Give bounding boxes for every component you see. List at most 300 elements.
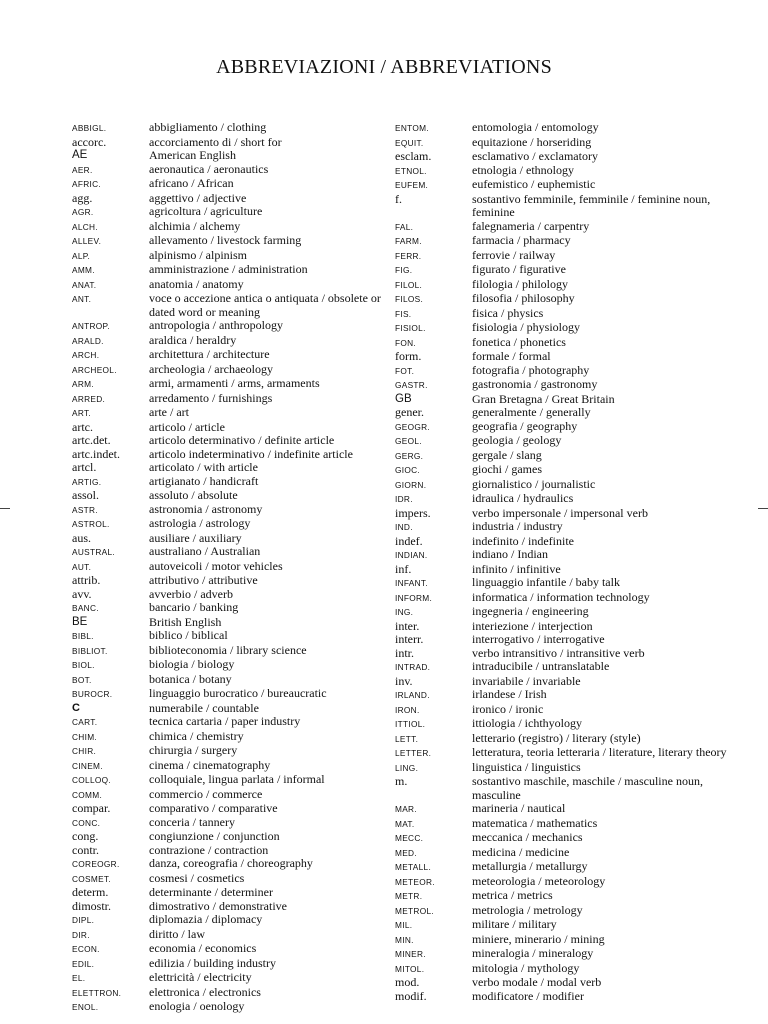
abbreviation-definition: linguistica / linguistics xyxy=(472,759,581,774)
abbreviation-definition: miniere, minerario / mining xyxy=(472,931,605,946)
abbreviation-definition: irlandese / Irish xyxy=(472,687,547,701)
abbreviation-definition: astrologia / astrology xyxy=(149,516,251,530)
abbreviation-definition: esclamativo / exclamatory xyxy=(472,149,598,163)
abbreviation-entry xyxy=(72,574,382,588)
abbreviation-definition: articolo / article xyxy=(149,419,225,434)
abbreviation-entry xyxy=(395,548,730,563)
abbreviation-definition: chimica / chemistry xyxy=(149,728,244,743)
abbreviation-definition: accorciamento di / short for xyxy=(149,134,282,149)
abbreviation-definition: africano / African xyxy=(149,176,234,190)
abbreviation-definition: filologia / philology xyxy=(472,276,568,291)
abbreviation-term: ANAT. xyxy=(72,279,97,290)
abbreviation-entry xyxy=(72,489,382,503)
abbreviation-term: compar. xyxy=(72,801,111,815)
abbreviation-entry xyxy=(72,986,382,1001)
abbreviation-term: indef. xyxy=(395,533,423,548)
abbreviation-definition: aeronautica / aeronautics xyxy=(149,161,269,176)
abbreviation-entry xyxy=(72,136,382,150)
abbreviation-term: f. xyxy=(395,191,402,206)
abbreviation-entry xyxy=(72,872,382,887)
abbreviation-term: ABBIGL. xyxy=(72,123,107,133)
abbreviation-term: form. xyxy=(395,349,422,363)
abbreviation-entry xyxy=(72,503,382,518)
abbreviation-entry xyxy=(395,576,730,591)
abbreviation-entry xyxy=(395,478,730,493)
abbreviation-term: ALLEV. xyxy=(72,236,102,246)
abbreviation-term: ARCH. xyxy=(72,350,100,360)
abbreviation-term: MAR. xyxy=(395,804,417,814)
abbreviation-entry xyxy=(72,517,382,532)
abbreviation-definition: enologia / oenology xyxy=(149,999,245,1013)
abbreviation-definition: mineralogia / mineralogy xyxy=(472,946,594,960)
abbreviation-entry xyxy=(72,234,382,249)
abbreviation-entry xyxy=(395,507,730,521)
abbreviation-term: ARALD. xyxy=(72,335,104,346)
abbreviation-definition: archeologia / archaeology xyxy=(149,361,273,376)
abbreviation-definition: sostantivo femminile, femminile / feminine noun, feminine xyxy=(472,191,711,219)
abbreviation-term: AMM. xyxy=(72,265,95,275)
abbreviation-term: AGR. xyxy=(72,207,94,217)
abbreviation-entry xyxy=(72,192,382,206)
abbreviation-entry xyxy=(395,976,730,990)
abbreviation-definition: fisiologia / physiology xyxy=(472,320,580,334)
abbreviation-term: ARCHEOL. xyxy=(72,364,117,375)
abbreviation-entry xyxy=(72,545,382,560)
abbreviation-term: attrib. xyxy=(72,573,101,587)
abbreviation-entry xyxy=(395,962,730,977)
abbreviation-entry xyxy=(395,164,730,179)
abbreviation-entry xyxy=(72,560,382,575)
abbreviation-term: interr. xyxy=(395,632,424,646)
abbreviation-definition: verbo intransitivo / intransitive verb xyxy=(472,645,645,660)
abbreviation-definition: voce o accezione antica o antiquata / obsolete or dated word or meaning xyxy=(149,291,381,319)
abbreviation-term: ARRED. xyxy=(72,393,106,404)
abbreviation-definition: contrazione / contraction xyxy=(149,842,269,857)
abbreviation-entry xyxy=(395,746,730,761)
abbreviation-definition: formale / formal xyxy=(472,349,551,363)
abbreviation-term: BOT. xyxy=(72,674,92,685)
abbreviation-entry xyxy=(395,947,730,962)
abbreviation-entry xyxy=(72,263,382,278)
abbreviation-entry xyxy=(72,249,382,264)
abbreviation-entry xyxy=(72,377,382,392)
abbreviation-term: BE xyxy=(72,615,88,628)
abbreviation-definition: comparativo / comparative xyxy=(149,801,278,815)
abbreviation-definition: informatica / information technology xyxy=(472,589,650,604)
abbreviation-entry xyxy=(72,220,382,235)
abbreviation-term: AFRIC. xyxy=(72,179,101,189)
abbreviation-entry xyxy=(395,875,730,890)
abbreviation-definition: abbigliamento / clothing xyxy=(149,120,267,134)
abbreviation-entry xyxy=(395,717,730,732)
abbreviation-entry xyxy=(395,150,730,164)
abbreviation-definition: eufemistico / euphemistic xyxy=(472,177,596,191)
abbreviation-entry xyxy=(72,942,382,957)
abbreviation-entry xyxy=(395,434,730,449)
abbreviation-entry xyxy=(72,816,382,831)
abbreviation-term: MECC. xyxy=(395,833,424,843)
abbreviation-term: INFANT. xyxy=(395,578,428,588)
abbreviation-term: inter. xyxy=(395,618,420,633)
abbreviation-definition: metrica / metrics xyxy=(472,888,553,902)
abbreviation-definition: indiano / Indian xyxy=(472,547,548,561)
abbreviation-definition: articolato / with article xyxy=(149,460,258,474)
abbreviation-definition: articolo indeterminativo / indefinite article xyxy=(149,446,353,461)
abbreviation-term: BUROCR. xyxy=(72,689,113,699)
abbreviation-definition: falegnameria / carpentry xyxy=(472,218,590,233)
abbreviation-term: impers. xyxy=(395,505,431,520)
abbreviation-definition: meteorologia / meteorology xyxy=(472,873,606,888)
abbreviation-term: IND. xyxy=(395,522,413,532)
abbreviation-entry xyxy=(395,831,730,846)
abbreviation-entry xyxy=(395,278,730,293)
abbreviation-entry xyxy=(72,788,382,803)
abbreviation-term: CHIM. xyxy=(72,731,98,742)
abbreviation-term: FARM. xyxy=(395,236,422,246)
abbreviation-definition: entomologia / entomology xyxy=(472,120,599,134)
abbreviation-definition: danza, coreografia / choreography xyxy=(149,856,313,870)
abbreviation-definition: tecnica cartaria / paper industry xyxy=(149,714,301,728)
abbreviation-entry xyxy=(72,278,382,293)
abbreviation-definition: letterario (registro) / literary (style) xyxy=(472,730,641,745)
abbreviation-entry xyxy=(395,620,730,634)
abbreviation-term: AUT. xyxy=(72,561,92,572)
abbreviation-definition: meccanica / mechanics xyxy=(472,830,583,844)
abbreviation-entry xyxy=(72,957,382,972)
abbreviation-entry xyxy=(72,730,382,745)
abbreviation-entry xyxy=(395,220,730,235)
abbreviation-term: COREOGR. xyxy=(72,859,120,869)
abbreviation-term: GEOL. xyxy=(395,436,422,446)
abbreviation-entry xyxy=(395,889,730,904)
abbreviation-term: ENTOM. xyxy=(395,123,429,133)
abbreviation-definition: ittiologia / ichthyology xyxy=(472,716,582,730)
abbreviation-definition: British English xyxy=(149,614,222,629)
abbreviation-term: intr. xyxy=(395,645,415,660)
abbreviation-term: FILOL. xyxy=(395,279,423,290)
abbreviation-entry xyxy=(395,904,730,919)
abbreviation-definition: assoluto / absolute xyxy=(149,488,238,502)
abbreviation-entry xyxy=(395,591,730,606)
abbreviation-term: AER. xyxy=(72,164,93,175)
abbreviation-definition: amministrazione / administration xyxy=(149,262,308,276)
abbreviation-term: FAL. xyxy=(395,221,414,232)
abbreviation-entry xyxy=(72,319,382,334)
abbreviation-entry xyxy=(395,364,730,379)
abbreviation-definition: ausiliare / auxiliary xyxy=(149,530,242,545)
abbreviation-definition: linguaggio burocratico / bureaucratic xyxy=(149,686,327,700)
abbreviation-entry xyxy=(72,886,382,900)
abbreviation-term: ANT. xyxy=(72,294,92,304)
abbreviation-entry xyxy=(72,844,382,858)
abbreviation-entry xyxy=(395,249,730,264)
abbreviation-entry xyxy=(72,673,382,688)
abbreviation-term: IRLAND. xyxy=(395,690,430,700)
abbreviation-term: BIBL. xyxy=(72,631,94,641)
abbreviation-term: artcl. xyxy=(72,460,97,474)
abbreviation-definition: militare / military xyxy=(472,917,557,931)
abbreviation-definition: autoveicoli / motor vehicles xyxy=(149,558,283,573)
abbreviation-definition: etnologia / ethnology xyxy=(472,162,574,177)
abbreviation-term: METROL. xyxy=(395,905,434,916)
abbreviation-entry xyxy=(395,563,730,577)
abbreviation-entry xyxy=(395,633,730,647)
abbreviation-entry xyxy=(395,647,730,661)
abbreviation-definition: mitologia / mythology xyxy=(472,960,580,975)
abbreviation-entry xyxy=(72,687,382,702)
abbreviation-term: artc.indet. xyxy=(72,446,120,461)
abbreviation-term: INTRAD. xyxy=(395,662,431,672)
abbreviation-term: IRON. xyxy=(395,704,420,715)
abbreviation-term: GB xyxy=(395,392,412,405)
abbreviation-term: FON. xyxy=(395,337,417,348)
abbreviation-term: EQUIT. xyxy=(395,137,424,148)
abbreviation-term: GEOGR. xyxy=(395,421,430,432)
abbreviation-entry xyxy=(72,421,382,435)
abbreviation-term: MAT. xyxy=(395,818,415,829)
abbreviation-definition: chirurgia / surgery xyxy=(149,743,238,757)
abbreviation-definition: fonetica / phonetics xyxy=(472,334,566,349)
abbreviation-definition: ironico / ironic xyxy=(472,701,544,716)
abbreviation-term: ITTIOL. xyxy=(395,719,426,729)
abbreviation-entry xyxy=(72,363,382,378)
abbreviation-term: ECON. xyxy=(72,944,100,954)
abbreviation-definition: biblioteconomia / library science xyxy=(149,642,307,657)
abbreviation-entry xyxy=(395,846,730,861)
abbreviation-term: ASTROL. xyxy=(72,519,110,529)
abbreviation-term: inf. xyxy=(395,561,412,576)
crop-mark-left xyxy=(0,508,10,509)
abbreviation-definition: industria / industry xyxy=(472,519,563,533)
abbreviation-term: cong. xyxy=(72,829,99,843)
abbreviation-entry xyxy=(395,263,730,278)
abbreviation-term: FISIOL. xyxy=(395,323,426,333)
abbreviation-term: ALP. xyxy=(72,250,91,261)
abbreviation-term: EL. xyxy=(72,973,86,983)
abbreviation-entry xyxy=(72,205,382,220)
abbreviation-term: ASTR. xyxy=(72,504,98,515)
abbreviation-term: METR. xyxy=(395,891,423,901)
abbreviation-definition: elettronica / electronics xyxy=(149,984,261,999)
abbreviation-entry xyxy=(72,348,382,363)
abbreviation-definition: australiano / Australian xyxy=(149,544,261,558)
abbreviation-entry xyxy=(72,448,382,462)
abbreviation-definition: cinema / cinematography xyxy=(149,757,271,772)
abbreviation-term: dimostr. xyxy=(72,898,112,913)
abbreviation-definition: astronomia / astronomy xyxy=(149,501,263,516)
abbreviation-definition: botanica / botany xyxy=(149,671,232,686)
abbreviation-term: DIR. xyxy=(72,929,90,940)
abbreviation-entry xyxy=(395,321,730,336)
abbreviation-term: ARTIG. xyxy=(72,476,102,487)
abbreviation-definition: invariabile / invariable xyxy=(472,673,581,688)
abbreviation-term: MIL. xyxy=(395,920,413,930)
abbreviation-definition: dimostrativo / demonstrative xyxy=(149,898,287,913)
abbreviation-definition: giornalistico / journalistic xyxy=(472,476,596,491)
abbreviation-definition: metrologia / metrology xyxy=(472,902,583,917)
abbreviation-definition: sostantivo maschile, maschile / masculine noun, masculine xyxy=(472,774,703,802)
abbreviation-term: ALCH. xyxy=(72,221,98,232)
abbreviation-term: BIOL. xyxy=(72,660,95,670)
abbreviation-entry xyxy=(72,334,382,349)
abbreviation-term: FILOS. xyxy=(395,294,424,304)
abbreviation-term: ING. xyxy=(395,607,414,617)
abbreviation-entry xyxy=(72,773,382,788)
abbreviation-term: MIN. xyxy=(395,934,414,945)
abbreviation-entry xyxy=(395,675,730,689)
abbreviation-entry xyxy=(395,136,730,151)
abbreviation-entry xyxy=(395,775,730,802)
abbreviation-definition: diplomazia / diplomacy xyxy=(149,912,263,926)
abbreviation-term: BIBLIOT. xyxy=(72,645,108,656)
abbreviation-entry xyxy=(395,307,730,322)
abbreviation-term: FERR. xyxy=(395,250,422,261)
abbreviation-term: AUSTRAL. xyxy=(72,547,115,557)
abbreviation-entry xyxy=(395,492,730,507)
abbreviation-entry xyxy=(395,378,730,393)
abbreviation-entry xyxy=(395,703,730,718)
abbreviation-definition: arredamento / furnishings xyxy=(149,390,273,405)
abbreviation-definition: verbo impersonale / impersonal verb xyxy=(472,505,648,520)
abbreviation-term: MITOL. xyxy=(395,963,425,974)
abbreviation-definition: figurato / figurative xyxy=(472,262,566,276)
abbreviation-entry xyxy=(395,605,730,620)
abbreviation-term: GERG. xyxy=(395,450,424,461)
abbreviation-definition: American English xyxy=(149,148,236,162)
abbreviation-term: artc.det. xyxy=(72,433,111,447)
abbreviation-entry xyxy=(395,990,730,1004)
abbreviation-definition: ingegneria / engineering xyxy=(472,604,589,618)
abbreviations-column-right xyxy=(395,121,730,1003)
abbreviation-definition: commercio / commerce xyxy=(149,786,263,801)
abbreviation-entry xyxy=(72,857,382,872)
abbreviation-definition: araldica / heraldry xyxy=(149,332,237,347)
abbreviation-entry xyxy=(72,461,382,475)
abbreviation-term: GIORN. xyxy=(395,479,427,490)
abbreviation-definition: numerabile / countable xyxy=(149,700,259,715)
abbreviation-definition: biblico / biblical xyxy=(149,628,228,642)
abbreviation-term: ARM. xyxy=(72,379,94,389)
abbreviation-entry xyxy=(72,644,382,659)
abbreviation-entry xyxy=(72,971,382,986)
abbreviation-term: ENOL. xyxy=(72,1002,99,1012)
abbreviation-entry xyxy=(72,475,382,490)
abbreviation-term: IDR. xyxy=(395,494,413,504)
abbreviation-definition: antropologia / anthropology xyxy=(149,318,283,332)
abbreviation-term: METEOR. xyxy=(395,876,435,887)
abbreviation-term: C xyxy=(72,701,80,714)
abbreviation-definition: infinito / infinitive xyxy=(472,561,561,576)
abbreviation-entry xyxy=(395,520,730,535)
abbreviation-definition: generalmente / generally xyxy=(472,405,591,419)
abbreviation-entry xyxy=(395,933,730,948)
abbreviation-entry xyxy=(395,234,730,249)
abbreviation-term: esclam. xyxy=(395,149,432,163)
abbreviation-definition: articolo determinativo / definite article xyxy=(149,433,335,447)
abbreviation-entry xyxy=(395,193,730,220)
abbreviation-entry xyxy=(72,616,382,630)
abbreviation-definition: anatomia / anatomy xyxy=(149,276,244,291)
abbreviation-definition: edilizia / building industry xyxy=(149,955,276,970)
abbreviation-term: BANC. xyxy=(72,603,99,613)
abbreviation-entry xyxy=(395,688,730,703)
crop-mark-right xyxy=(758,508,768,509)
abbreviation-definition: gastronomia / gastronomy xyxy=(472,377,598,391)
abbreviation-definition: architettura / architecture xyxy=(149,347,270,361)
abbreviation-definition: alpinismo / alpinism xyxy=(149,247,247,262)
abbreviation-definition: medicina / medicine xyxy=(472,844,570,859)
abbreviation-entry xyxy=(72,392,382,407)
abbreviation-term: assol. xyxy=(72,488,99,502)
abbreviation-term: ETNOL. xyxy=(395,165,427,176)
abbreviation-entry xyxy=(395,817,730,832)
abbreviation-term: avv. xyxy=(72,586,92,601)
abbreviation-term: LING. xyxy=(395,762,419,773)
abbreviation-definition: aggettivo / adjective xyxy=(149,190,247,205)
abbreviation-entry xyxy=(72,802,382,816)
abbreviation-definition: elettricità / electricity xyxy=(149,970,252,984)
abbreviation-definition: conceria / tannery xyxy=(149,814,235,829)
abbreviation-definition: attributivo / attributive xyxy=(149,573,258,587)
abbreviation-term: CONC. xyxy=(72,817,101,828)
abbreviation-definition: geografia / geography xyxy=(472,418,578,433)
abbreviation-definition: interrogativo / interrogative xyxy=(472,632,605,646)
abbreviation-entry xyxy=(72,532,382,546)
abbreviation-term: aus. xyxy=(72,530,91,545)
abbreviation-term: COSMET. xyxy=(72,873,111,884)
abbreviation-definition: intraducibile / untranslatable xyxy=(472,659,610,673)
abbreviation-entry xyxy=(395,336,730,351)
abbreviation-definition: farmacia / pharmacy xyxy=(472,233,571,247)
abbreviation-definition: cosmesi / cosmetics xyxy=(149,870,245,885)
abbreviation-entry xyxy=(395,761,730,776)
abbreviation-definition: Gran Bretagna / Great Britain xyxy=(472,391,615,406)
abbreviation-term: contr. xyxy=(72,842,99,857)
abbreviation-entry xyxy=(72,629,382,644)
abbreviation-entry xyxy=(395,802,730,817)
abbreviation-entry xyxy=(395,420,730,435)
abbreviation-term: DIPL. xyxy=(72,915,95,925)
abbreviation-term: ART. xyxy=(72,408,92,418)
abbreviation-entry xyxy=(395,732,730,747)
abbreviation-definition: armi, armamenti / arms, armaments xyxy=(149,376,320,390)
abbreviation-term: inv. xyxy=(395,673,413,688)
abbreviation-definition: arte / art xyxy=(149,405,189,419)
abbreviation-term: GIOC. xyxy=(395,465,421,475)
abbreviation-definition: determinante / determiner xyxy=(149,885,273,899)
abbreviation-term: LETT. xyxy=(395,733,419,744)
abbreviation-term: accorc. xyxy=(72,134,107,149)
abbreviation-term: FOT. xyxy=(395,365,415,376)
abbreviation-definition: fotografia / photography xyxy=(472,362,590,377)
abbreviation-term: agg. xyxy=(72,190,93,205)
abbreviation-term: INDIAN. xyxy=(395,550,428,560)
abbreviation-term: CINEM. xyxy=(72,760,103,771)
abbreviation-term: artc. xyxy=(72,419,93,434)
abbreviation-entry xyxy=(395,449,730,464)
abbreviation-entry xyxy=(395,660,730,675)
abbreviation-entry xyxy=(72,163,382,178)
abbreviation-definition: fisica / physics xyxy=(472,305,544,320)
abbreviation-term: LETTER. xyxy=(395,748,432,758)
abbreviation-term: FIS. xyxy=(395,308,412,319)
abbreviation-term: gener. xyxy=(395,405,424,419)
abbreviation-definition: gergale / slang xyxy=(472,447,542,462)
abbreviation-entry xyxy=(72,149,382,163)
abbreviation-entry xyxy=(395,350,730,364)
abbreviation-term: ELETTRON. xyxy=(72,987,122,998)
abbreviation-definition: diritto / law xyxy=(149,926,205,941)
